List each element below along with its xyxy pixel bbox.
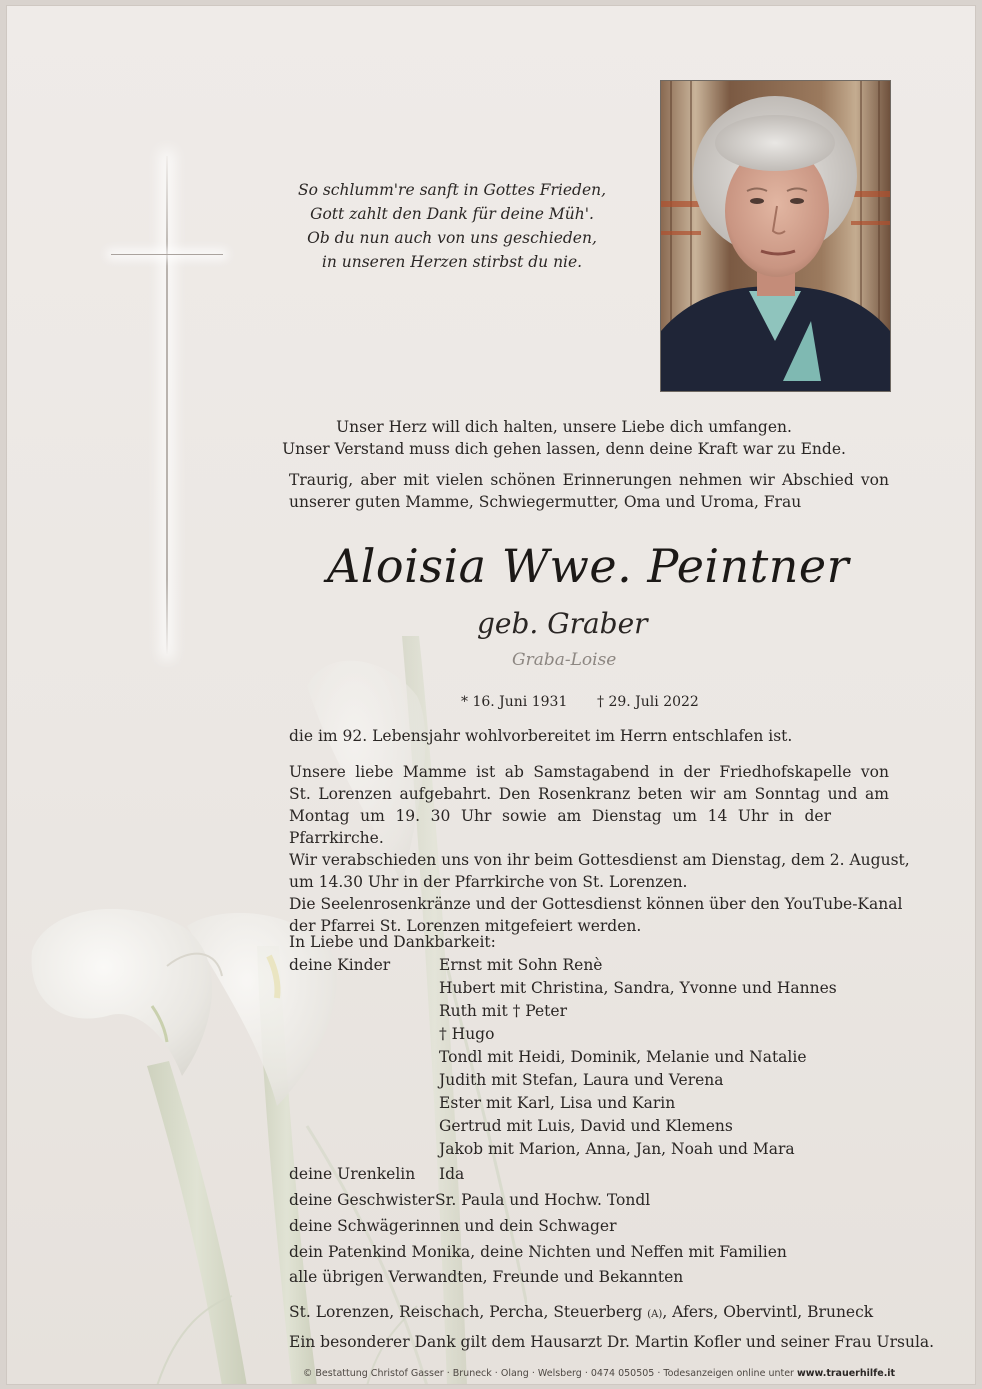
cross-horizontal-beam [111,254,223,255]
birth-name: geb. Graber [477,607,648,640]
places-marker: (A) [647,1309,663,1320]
mourners-heading: In Liebe und Dankbarkeit: [289,933,496,951]
service-details [289,761,910,937]
details-line: der Pfarrei St. Lorenzen mitgefeiert werden. [289,917,642,935]
intro-text [237,416,891,460]
siblings-label: deine Geschwister [289,1191,435,1209]
details-line: Wir verabschieden uns von ihr beim Gottesdienst am Dienstag, dem 2. August, [289,851,910,869]
details-line: Die Seelenrosenkränze und der Gottesdienst können über den YouTube-Kanal [289,895,903,913]
farewell-line: Traurig, aber mit vielen schönen Erinnerungen nehmen wir Abschied von [289,471,889,489]
poem-line: So schlumm're sanft in Gottes Frieden, [297,181,607,199]
memorial-poem [239,178,665,274]
child-entry: Gertrud mit Luis, David und Klemens [439,1117,733,1135]
child-entry: Jakob mit Marion, Anna, Jan, Noah und Mara [439,1140,795,1158]
nickname: Graba-Loise [512,650,617,670]
child-entry: Tondl mit Heidi, Dominik, Melanie und Natalie [439,1048,807,1066]
deceased-name: Aloisia Wwe. Peintner [327,539,850,593]
great-grandchild-label: deine Urenkelin [289,1165,416,1183]
details-line: St. Lorenzen aufgebahrt. Den Rosenkranz beten wir am Sonntag und am [289,785,889,803]
child-entry: Hubert mit Christina, Sandra, Yvonne und Hannes [439,979,837,997]
footer-site-link[interactable]: www.trauerhilfe.it [796,1368,896,1379]
places-after: , Afers, Obervintl, Bruneck [662,1303,874,1321]
farewell-text [289,469,889,513]
places-line [289,1301,873,1326]
obituary-card [6,5,976,1385]
birth-date: * 16. Juni 1931 [461,694,568,710]
details-line: Unsere liebe Mamme ist ab Samstagabend in der Friedhofskapelle von [289,763,889,781]
footer-text: © Bestattung Christof Gasser · Bruneck · Olang · Welsberg · 0474 050505 · Todesanzeigen online unter [302,1368,797,1379]
farewell-line: unserer guten Mamme, Schwiegermutter, Oma und Uroma, Frau [289,493,802,511]
cross-vertical-beam [166,156,168,654]
mourner-line: dein Patenkind Monika, deine Nichten und Neffen mit Familien [289,1243,787,1261]
mourner-line: alle übrigen Verwandten, Freunde und Bekannten [289,1268,684,1286]
details-line: um 14.30 Uhr in der Pfarrkirche von St. Lorenzen. [289,873,688,891]
thanks-text: Ein besonderer Dank gilt dem Hausarzt Dr. Martin Kofler und seiner Frau Ursula. [289,1333,935,1351]
great-grandchild-name: Ida [439,1165,465,1183]
intro-line: Unser Herz will dich halten, unsere Liebe dich umfangen. [336,418,792,436]
details-line: Montag um 19. 30 Uhr sowie am Dienstag um 14 Uhr in der Pfarrkirche. [289,807,831,847]
child-entry: † Hugo [439,1025,495,1043]
children-label: deine Kinder [289,956,391,974]
poem-line: in unseren Herzen stirbst du nie. [321,253,583,271]
mourner-line: deine Schwägerinnen und dein Schwager [289,1217,617,1235]
poem-line: Ob du nun auch von uns geschieden, [307,229,597,247]
child-entry: Ruth mit † Peter [439,1002,567,1020]
portrait-photo [660,80,891,392]
places-before: St. Lorenzen, Reischach, Percha, Steuerberg [289,1303,643,1321]
poem-line: Gott zahlt den Dank für deine Müh'. [310,205,594,223]
passing-text: die im 92. Lebensjahr wohlvorbereitet im Herrn entschlafen ist. [289,727,793,745]
intro-line: Unser Verstand muss dich gehen lassen, denn deine Kraft war zu Ende. [282,440,846,458]
footer-credit [299,1367,899,1381]
siblings-names: Sr. Paula und Hochw. Tondl [435,1191,651,1209]
death-date: † 29. Juli 2022 [597,694,699,710]
child-entry: Ester mit Karl, Lisa und Karin [439,1094,676,1112]
child-entry: Ernst mit Sohn Renè [439,956,603,974]
child-entry: Judith mit Stefan, Laura und Verena [439,1071,724,1089]
